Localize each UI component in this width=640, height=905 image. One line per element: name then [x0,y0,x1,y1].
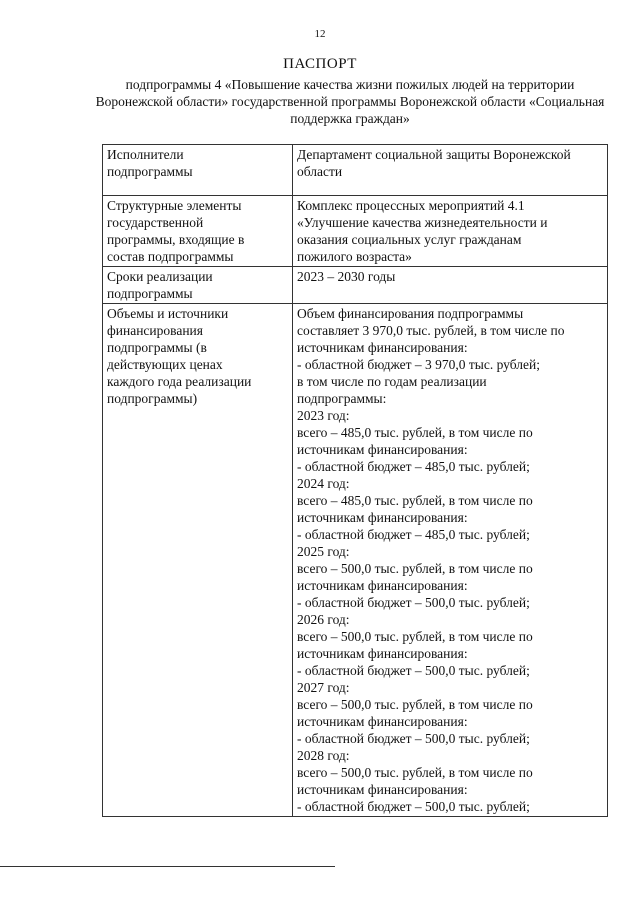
document-subtitle: подпрограммы 4 «Повышение качества жизни пожилых людей на территории Воронежской области» государственной программы Воронежской области «Социальная поддержка граждан» [95,77,605,126]
page-number: 12 [314,28,326,40]
passport-table [102,144,608,817]
document-title: ПАСПОРТ [283,56,357,72]
table-row [103,196,608,267]
row-label-funding: Объемы и источники финансирования подпрограммы (в действующих ценах каждого года реализации подпрограммы) [103,304,293,817]
row-label-implementation-period: Сроки реализации подпрограммы [103,267,293,304]
row-value-structural-elements: Комплекс процессных мероприятий 4.1 «Улучшение качества жизнедеятельности и оказания социальных услуг гражданам пожилого возраста» [293,196,608,267]
row-label-structural-elements: Структурные элементы государственной программы, входящие в состав подпрограммы [103,196,293,267]
row-value-implementation-period: 2023 – 2030 годы [293,267,608,304]
table-row [103,267,608,304]
table-row [103,304,608,817]
row-value-executors: Департамент социальной защиты Воронежской области [293,145,608,196]
row-label-executors: Исполнители подпрограммы [103,145,293,196]
footer-divider [0,866,335,867]
row-value-funding: Объем финансирования подпрограммы составляет 3 970,0 тыс. рублей, в том числе по источникам финансирования: - областной бюджет – 3 970,0 тыс. рублей; в том числе по годам реализации подпрограммы: 2023 год: всего – 485,0 тыс. рублей, в том числе по источникам финансирования: - областной бюджет – 485,0 тыс. рублей; 2024 год: всего – 485,0 тыс. рублей, в том числе по источникам финансирования: - областной бюджет – 485,0 тыс. рублей; 2025 год: всего – 500,0 тыс. рублей, в том числе по источникам финансирования: - областной бюджет – 500,0 тыс. рублей; 2026 год: всего – 500,0 тыс. рублей, в том числе по источникам финансирования: - областной бюджет – 500,0 тыс. рублей; 2027 год: всего – 500,0 тыс. рублей, в том числе по источникам финансирования: - областной бюджет – 500,0 тыс. рублей; 2028 год: всего – 500,0 тыс. рублей, в том числе по источникам финансирования: - областной бюджет – 500,0 тыс. рублей; [293,304,608,817]
table-row [103,145,608,196]
